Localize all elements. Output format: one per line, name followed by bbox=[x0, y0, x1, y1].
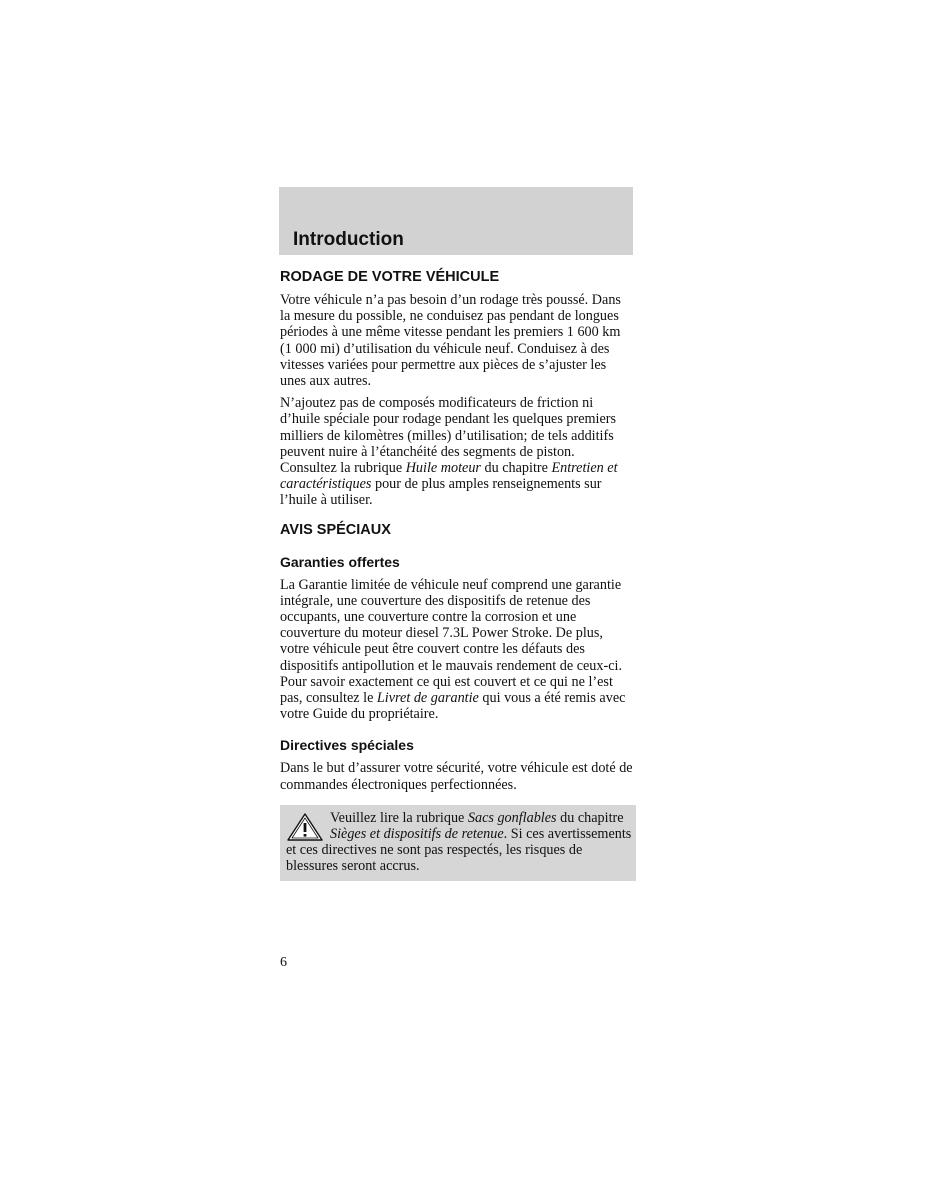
paragraph-garanties bbox=[280, 577, 634, 723]
text-run: du chapitre bbox=[480, 460, 552, 477]
warning-text bbox=[286, 810, 631, 875]
text-run: La Garantie limitée de véhicule neuf comprend une garantie intégrale, une couverture des dispositifs de retenue des occupants, une couverture contre la corrosion et une couverture du moteur diesel 7.3L Power Stroke. De plus, votre véhicule peut être couvert contre les défauts des dispositifs antipollution et le mauvais rendement de ceux-ci. Pour savoir exactement ce qui est couvert et ce qui ne l’est pas, consultez le bbox=[280, 576, 622, 707]
reference-livret-garantie: Livret de garantie bbox=[376, 690, 479, 707]
paragraph-rodage-1: Votre véhicule n’a pas besoin d’un rodage très poussé. Dans la mesure du possible, ne conduisez pas pendant de longues périodes à une même vitesse pendant les premiers 1 600 km (1 000 mi) d’utilisation du véhicule neuf. Conduisez à des vitesses variées pour permettre aux pièces de s’ajuster les unes aux autres. bbox=[280, 292, 621, 390]
heading-garanties: Garanties offertes bbox=[280, 553, 400, 570]
warning-triangle-icon bbox=[286, 812, 324, 842]
warning-box bbox=[280, 805, 636, 881]
text-run: pour de plus amples renseignements sur l’huile à utiliser. bbox=[280, 476, 602, 509]
heading-directives: Directives spéciales bbox=[280, 737, 414, 754]
section-header-box bbox=[279, 187, 633, 255]
page-title: Introduction bbox=[293, 229, 404, 250]
paragraph-directives: Dans le but d’assurer votre sécurité, votre véhicule est doté de commandes électroniques perfectionnées. bbox=[280, 760, 633, 793]
page-number: 6 bbox=[280, 955, 287, 970]
reference-sacs-gonflables: Sacs gonflables bbox=[467, 809, 557, 826]
reference-sieges-chapter: Sièges et dispositifs de retenue bbox=[330, 826, 504, 843]
reference-entretien-chapter: Entretien et caractéristiques bbox=[280, 460, 618, 493]
paragraph-rodage-2 bbox=[280, 395, 634, 508]
text-run: N’ajoutez pas de composés modificateurs de friction ni d’huile spéciale pour rodage pendant les quelques premiers milliers de kilomètres (milles) d’utilisation; de tels additifs peuvent nuire à l’étanchéité des segments de piston. Consultez la rubrique bbox=[280, 395, 617, 477]
heading-rodage: RODAGE DE VOTRE VÉHICULE bbox=[280, 269, 500, 285]
heading-avis-speciaux: AVIS SPÉCIAUX bbox=[280, 521, 391, 538]
page-content bbox=[280, 268, 634, 881]
text-run: du chapitre bbox=[556, 809, 624, 826]
text-run: . Si ces avertissements et ces directives ne sont pas respectés, les risques de blessures seront accrus. bbox=[286, 826, 632, 875]
text-run: Veuillez lire la rubrique bbox=[330, 809, 468, 826]
reference-huile-moteur: Huile moteur bbox=[405, 460, 481, 477]
text-run: qui vous a été remis avec votre Guide du propriétaire. bbox=[280, 690, 626, 723]
